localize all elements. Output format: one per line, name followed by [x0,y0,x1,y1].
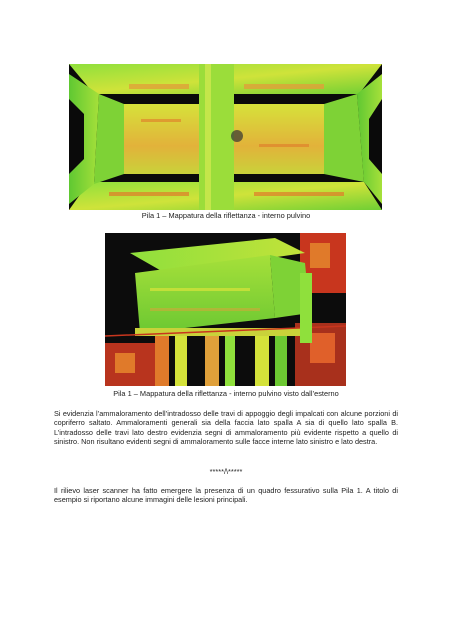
figure-interior-reflectance [69,64,382,210]
section-separator: *****/\***** [209,467,243,476]
body-paragraph-2: Il rilievo laser scanner ha fatto emergere la presenza di un quadro fessurativo sulla Pila 1. A titolo di esempio si riportano alcune immagini delle lesioni principali. [54,486,398,505]
figure-exterior-reflectance [105,233,346,386]
point-cloud-reflectance-exterior-image [105,233,346,386]
point-cloud-reflectance-interior-image [69,64,382,210]
figure-caption-2: Pila 1 – Mappatura della riflettanza - interno pulvino visto dall’esterno [113,389,339,398]
figure-caption-1: Pila 1 – Mappatura della riflettanza - interno pulvino [141,211,311,220]
body-paragraph-1: Si evidenzia l’ammaloramento dell’intradosso delle travi di appoggio degli impalcati con alcune porzioni di copriferro saltato. Ammaloramenti generali sia della faccia lato spalla A sia di quello lato spalla B. L’intradosso delle travi lato destro evidenzia segni di ammaloramento più evidente rispetto a quello di sinistro. Non risultano evidenti segni di ammaloramento sulle facce interne lato sinistro e lato destra. [54,409,398,447]
